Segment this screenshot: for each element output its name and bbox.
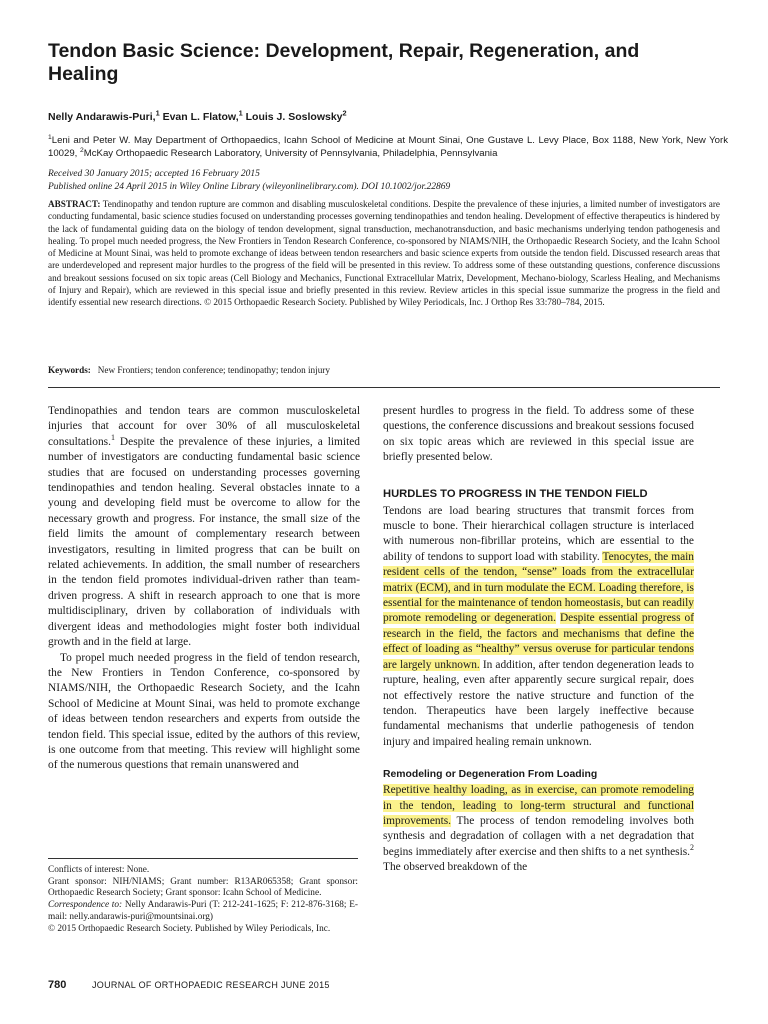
body-text: Tendons are load bearing structures that transmit forces from muscle to bone. Their hierarchical collagen structure is interlaced with numerous non-fibrillar proteins, which are essential to the ability of tendons to support load with stability. [383,504,694,563]
author-name: Nelly Andarawis-Puri, [48,111,156,123]
body-paragraph [383,504,694,751]
footnote-divider [48,858,358,859]
keywords [48,364,728,376]
body-text: The observed breakdown of the [383,861,528,874]
body-text: Despite the prevalence of these injuries, a limited number of investigators are conducting fundamental basic science studies that are focused on understanding processes governing tendinopathies and tendon healing. Several obstacles innate to a young and developing field must be overcome to allow for the necessary growth and progress. For instance, the small size of the field limits the amount of complementary research between investigators, resulting in limited progress that can be built on related achievements. In addition, the small number of researchers in the tendon field promotes individual-driven rather than team-driven progress. A shift in research approach to one that is more multidisciplinary, driven by collaboration of individuals with divergent ideas and methodologies might foster both individual growth and in the field at large. [48,435,360,649]
conflicts-note: Conflicts of interest: None. [48,865,150,875]
published-online-line: Published online 24 April 2015 in Wiley Online Library (wileyonlinelibrary.com). DOI 10.1002/jor.22869 [48,181,451,192]
footnotes [48,865,358,935]
highlighted-text: Repetitive healthy loading, as in exercise, can promote remodeling in the tendon, leading to long-term structural and functional improvements. [383,784,694,827]
highlighted-text: Tenocytes, the main resident cells of the tendon, “sense” loads from the extracellular matrix (ECM), and in turn modulate the ECM. Loading therefore, is essential for the maintenance of tendon homeostasis, but can readily promote remodeling or degeneration. [383,550,695,625]
body-paragraph [48,404,360,651]
copyright-note: © 2015 Orthopaedic Research Society. Published by Wiley Periodicals, Inc. [48,923,331,934]
author-name: Louis J. Soslowsky [242,111,343,123]
correspondence-note [48,900,358,923]
affiliation-mark: 2 [80,146,84,154]
citation-mark: 2 [690,842,694,852]
grant-note: Grant sponsor: NIH/NIAMS; Grant number: R13AR065358; Grant sponsor: Orthopaedic Research Society; Grant sponsor: Icahn School of Medicine. [48,876,358,899]
abstract [48,198,720,309]
right-column [383,404,694,876]
abstract-text: Tendinopathy and tendon rupture are common and disabling musculoskeletal conditions. Despite the prevalence of these injuries, a limited number of investigators are conducting fundamental, basic science studies focused on understanding processes governing tendinopathies and tendon healing. Development of effective therapeutics is hindered by the lack of fundamental guiding data on the biology of tendon development, signal transduction, mechanotransduction, and basic mechanisms underlying tendon pathogenesis and healing. To propel much needed progress, the New Frontiers in Tendon Research Conference, co-sponsored by NIAMS/NIH, the Orthopaedic Research Society, and the Icahn School of Medicine at Mount Sinai, was held to promote exchange of ideas between tendon researchers and basic science experts from outside the tendon field. Discussed research areas that are underdeveloped and represent major hurdles to the progress of the field will be presented in this review. To address some of these outstanding questions, conference discussions and breakout sessions focused on six topic areas (Cell Biology and Mechanics, Functional Extracellular Matrix, Development, Mechano-biology, Scarless Healing, and Mechanisms of Injury and Repair), which are reviewed in this special issue and briefly presented in this review. Review articles in this special issue summarize the progress in the field and identify essential new research directions. © 2015 Orthopaedic Research Society. Published by Wiley Periodicals, Inc. J Orthop Res 33:780–784, 2015. [48,199,720,308]
affiliation-mark: 1 [48,133,52,141]
body-paragraph: To propel much needed progress in the field of tendon research, the New Frontiers in Tendon Conference, co-sponsored by NIAMS/NIH, the Orthopaedic Research Society, and the Icahn School of Medicine at Mount Sinai, was held to promote exchange of ideas between tendon researchers and experts from outside the tendon field. This special issue, edited by the authors of this review, is one outcome from that meeting. This review will highlight some of the numerous questions that remain unanswered and [48,651,360,772]
correspondence-label: Correspondence to: [48,900,123,911]
keywords-label: Keywords: [48,365,91,375]
correspondence-text: Nelly Andarawis-Puri (T: 212-241-1625; F: 212-876-3168; E-mail: nelly.andarawis-puri@mountsinai.org) [48,900,358,922]
section-heading: HURDLES TO PROGRESS IN THE TENDON FIELD [383,487,648,500]
header-divider [48,387,720,388]
page-number: 780 [48,979,67,991]
body-text: Tendinopathies and tendon tears are common musculoskeletal injuries that account for over 30% of all musculoskeletal consultations. [48,405,360,448]
article-title: Tendon Basic Science: Development, Repair, Regeneration, and Healing [48,40,640,85]
affiliation-text: Leni and Peter W. May Department of Orthopaedics, Icahn School of Medicine at Mount Sinai, One Gustave L. Levy Place, Box 1188, New York, New York 10029, [48,135,728,159]
affiliation-text: McKay Orthopaedic Research Laboratory, University of Pennsylvania, Philadelphia, Pennsylvania [83,148,498,159]
publication-dates [48,168,728,193]
body-paragraph [383,783,694,875]
body-text: The process of tendon remodeling involves both synthesis and degradation of collagen with a net degradation that begins immediately after exercise and then shifts to a net synthesis. [383,814,694,858]
body-text: In addition, after tendon degeneration leads to rupture, healing, even after apparently secure surgical repair, does not effectively restore the native structure and function of the tendon. Therapeutics have been largely ineffective because fundamental mechanisms that underlie pathogenesis of tendon injury and impaired healing remain unknown. [383,658,694,748]
highlighted-text: Despite essential progress of research in the field, the factors and mechanisms that define the effect of loading as “healthy” versus overuse for particular tendons are largely unknown. [383,612,694,671]
author-name: Evan L. Flatow, [159,111,239,123]
left-column [48,404,360,774]
author-list [48,110,728,124]
received-accepted-dates: Received 30 January 2015; accepted 16 February 2015 [48,169,260,179]
journal-running-footer: JOURNAL OF ORTHOPAEDIC RESEARCH JUNE 2015 [92,980,330,990]
author-affiliation-mark: 1 [155,108,160,118]
affiliations [48,134,728,160]
author-affiliation-mark: 2 [342,108,347,118]
citation-mark: 1 [110,433,115,443]
body-paragraph: present hurdles to progress in the field. To address some of these questions, the conference discussions and breakout sessions focused on six topic areas which are reviewed in this special issue are briefly presented below. [383,405,694,464]
author-affiliation-mark: 1 [238,108,243,118]
abstract-label: ABSTRACT: [48,199,101,209]
keywords-text: New Frontiers; tendon conference; tendinopathy; tendon injury [97,365,330,375]
subsection-heading: Remodeling or Degeneration From Loading [383,769,598,781]
